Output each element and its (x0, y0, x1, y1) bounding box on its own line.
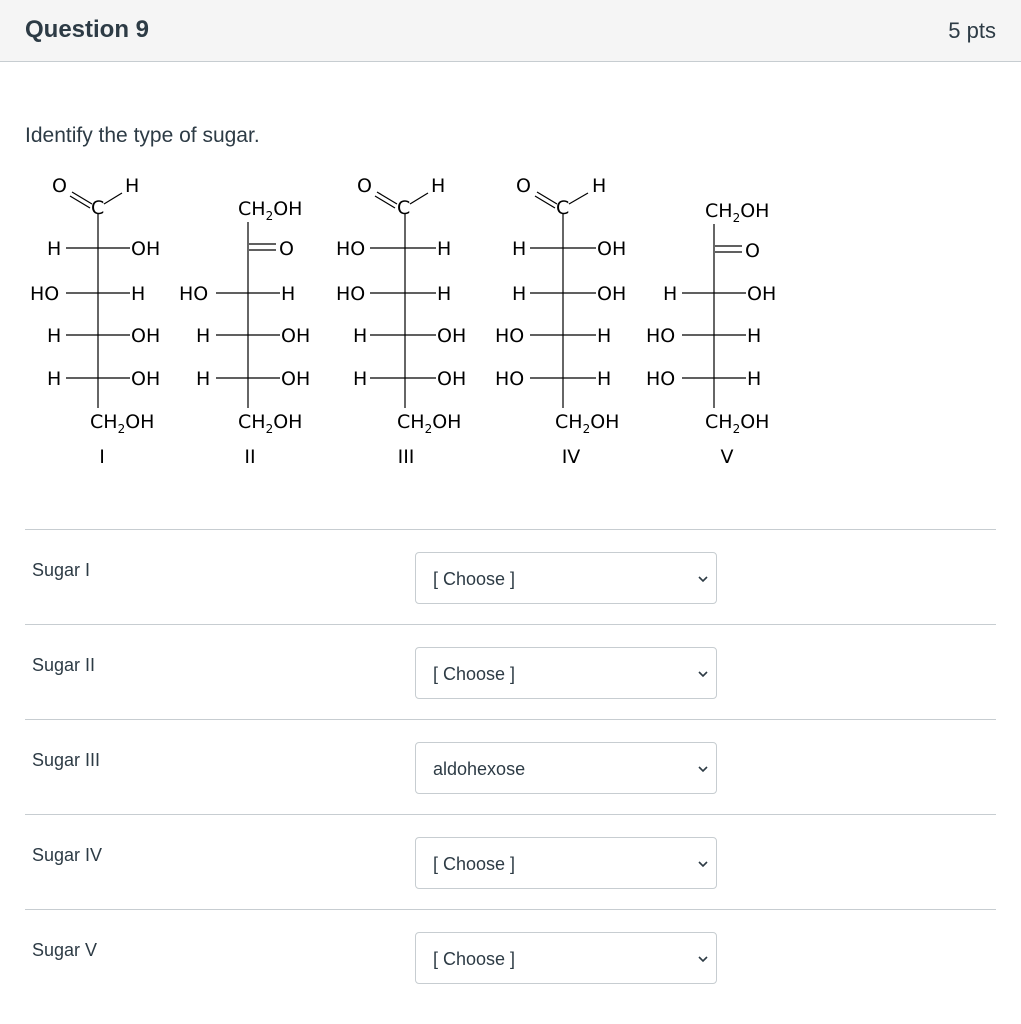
structure-numeral: I (99, 446, 105, 468)
ch2oh-label: $CH_2OH$ (705, 411, 770, 436)
atom-label: H (281, 283, 296, 305)
select-value: [ Choose ] (433, 854, 516, 874)
sugar-v-select[interactable] (415, 932, 717, 984)
atom-label: HO (495, 325, 525, 347)
atom-label: H (592, 175, 607, 197)
atom-label: C (397, 197, 411, 219)
atom-label: OH (281, 368, 311, 390)
atom-label: H (512, 283, 527, 305)
chevron-down-icon (696, 572, 710, 586)
atom-label: H (597, 368, 612, 390)
atom-label: OH (747, 283, 777, 305)
atom-label: OH (131, 238, 161, 260)
select-value: aldohexose (433, 759, 526, 779)
atom-label: C (556, 197, 570, 219)
atom-label: OH (281, 325, 311, 347)
atom-label: H (131, 283, 146, 305)
atom-label: H (747, 325, 762, 347)
atom-label: HO (646, 325, 676, 347)
question-points: 5 pts (948, 18, 996, 43)
answer-row-sugar-v (25, 909, 996, 1004)
atom-label: H (431, 175, 446, 197)
select-value: [ Choose ] (433, 949, 516, 969)
atom-label: OH (597, 283, 627, 305)
atom-label: OH (437, 325, 467, 347)
structure-i (30, 175, 160, 468)
chevron-down-icon (696, 857, 710, 871)
atom-label: H (196, 325, 211, 347)
atom-label: H (663, 283, 678, 305)
atom-label: O (745, 240, 760, 262)
ch2oh-label: $CH_2OH$ (397, 411, 462, 436)
structure-numeral: III (397, 446, 415, 468)
structure-numeral: II (244, 446, 256, 468)
atom-label: H (125, 175, 140, 197)
ch2oh-label: $CH_2OH$ (238, 411, 303, 436)
atom-label: O (516, 175, 531, 197)
answer-row-sugar-i (25, 529, 996, 624)
atom-label: O (357, 175, 372, 197)
answer-row-label: Sugar IV (32, 845, 103, 865)
structure-iii (336, 175, 466, 468)
structure-numeral: IV (561, 446, 581, 468)
chevron-down-icon (696, 667, 710, 681)
sugar-iii-select[interactable] (415, 742, 717, 794)
atom-label: H (437, 238, 452, 260)
atom-label: HO (495, 368, 525, 390)
atom-label: HO (646, 368, 676, 390)
answer-row-sugar-iii (25, 719, 996, 814)
atom-label: H (47, 368, 62, 390)
sugar-iv-select[interactable] (415, 837, 717, 889)
fischer-projections-figure (0, 0, 1021, 480)
structure-numeral: V (720, 446, 734, 468)
atom-label: HO (179, 283, 209, 305)
atom-label: H (437, 283, 452, 305)
ch2oh-label: $CH_2OH$ (705, 200, 770, 225)
question-prompt: Identify the type of sugar. (25, 124, 260, 147)
atom-label: H (512, 238, 527, 260)
atom-label: H (597, 325, 612, 347)
atom-label: HO (336, 238, 366, 260)
answer-row-label: Sugar I (32, 560, 91, 580)
atom-label: C (91, 197, 105, 219)
answer-row-sugar-ii (25, 624, 996, 719)
structure-ii (179, 198, 310, 468)
atom-label: OH (131, 368, 161, 390)
atom-label: O (279, 238, 294, 260)
atom-label: OH (131, 325, 161, 347)
select-value: [ Choose ] (433, 664, 516, 684)
atom-label: H (196, 368, 211, 390)
atom-label: H (353, 368, 368, 390)
atom-label: H (47, 238, 62, 260)
chevron-down-icon (696, 762, 710, 776)
ch2oh-label: $CH_2OH$ (238, 198, 303, 223)
atom-label: OH (597, 238, 627, 260)
answer-row-label: Sugar II (32, 655, 96, 675)
chevron-down-icon (696, 952, 710, 966)
structure-iv (495, 175, 626, 468)
sugar-i-select[interactable] (415, 552, 717, 604)
atom-label: H (747, 368, 762, 390)
atom-label: O (52, 175, 67, 197)
atom-label: HO (30, 283, 60, 305)
atom-label: H (353, 325, 368, 347)
answer-row-label: Sugar V (32, 940, 98, 960)
answer-row-label: Sugar III (32, 750, 101, 770)
ch2oh-label: $CH_2OH$ (555, 411, 620, 436)
question-title: Question 9 (25, 16, 150, 43)
ch2oh-label: $CH_2OH$ (90, 411, 155, 436)
select-value: [ Choose ] (433, 569, 516, 589)
atom-label: HO (336, 283, 366, 305)
structure-v (646, 200, 776, 468)
atom-label: OH (437, 368, 467, 390)
sugar-ii-select[interactable] (415, 647, 717, 699)
atom-label: H (47, 325, 62, 347)
answer-row-sugar-iv (25, 814, 996, 909)
